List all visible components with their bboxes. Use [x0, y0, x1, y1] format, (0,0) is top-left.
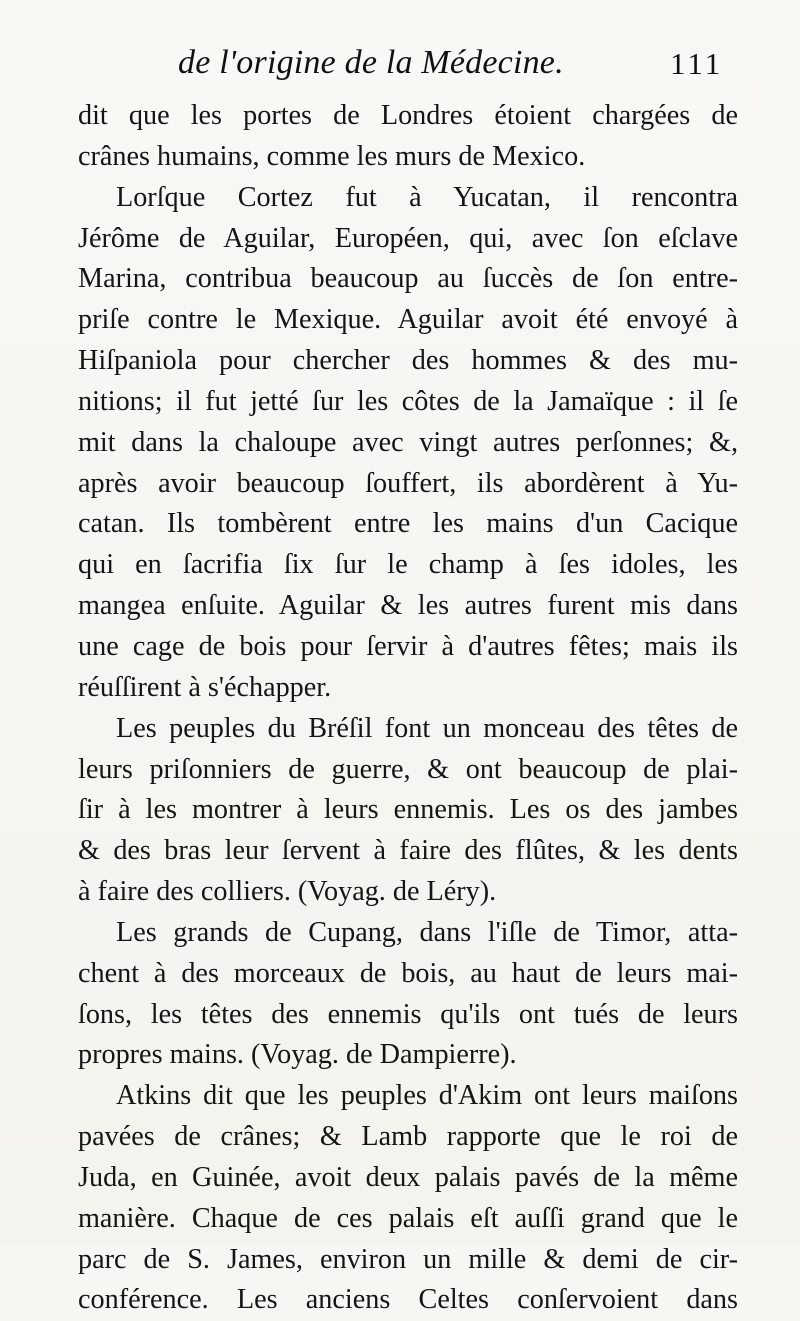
text-line: leurs priſonniers de guerre, & ont beaucoup de plai- [78, 753, 738, 785]
text-line: Les grands de Cupang, dans l'iſle de Timor, atta- [116, 916, 738, 948]
text-line: mit dans la chaloupe avec vingt autres perſonnes; &, [78, 426, 738, 458]
text-line: pavées de crânes; & Lamb rapporte que le roi de [78, 1121, 738, 1153]
text-line: manière. Chaque de ces palais eſt auſſi grand que le [78, 1202, 738, 1234]
text-line: chent à des morceaux de bois, au haut de leurs mai- [78, 957, 738, 989]
text-line: Marina, contribua beaucoup au ſuccès de ſon entre- [78, 263, 738, 295]
running-title: de l'origine de la Médecine. [178, 44, 564, 81]
text-line: nitions; il fut jetté ſur les côtes de la Jamaïque : il ſe [78, 385, 738, 417]
text-line: Hiſpaniola pour chercher des hommes & des mu- [78, 345, 738, 377]
text-line: Jérôme de Aguilar, Européen, qui, avec ſon eſclave [78, 222, 738, 254]
text-line: priſe contre le Mexique. Aguilar avoit été envoyé à [78, 304, 738, 336]
text-line: crânes humains, comme les murs de Mexico. [78, 140, 586, 172]
text-line: ſir à les montrer à leurs ennemis. Les os des jambes [78, 794, 738, 826]
text-line: à faire des colliers. (Voyag. de Léry). [78, 876, 497, 908]
text-line: propres mains. (Voyag. de Dampierre). [78, 1039, 517, 1071]
text-line: Atkins dit que les peuples d'Akim ont leurs maiſons [116, 1080, 738, 1112]
page-number: 111 [670, 46, 724, 81]
text-line: catan. Ils tombèrent entre les mains d'un Cacique [78, 508, 738, 540]
text-line: Juda, en Guinée, avoit deux palais pavés de la même [78, 1161, 738, 1193]
text-line: réuſſirent à s'échapper. [78, 671, 332, 703]
text-line: mangea enſuite. Aguilar & les autres furent mis dans [78, 590, 738, 622]
text-line: parc de S. James, environ un mille & demi de cir- [78, 1243, 738, 1275]
page-header [178, 44, 738, 94]
text-line: dit que les portes de Londres étoient chargées de [78, 100, 738, 131]
text-line: après avoir beaucoup ſouffert, ils abordèrent à Yu- [78, 467, 738, 499]
text-line: & des bras leur ſervent à faire des flûtes, & les dents [78, 835, 738, 867]
body-text [78, 96, 738, 1321]
text-line: Les peuples du Bréſil font un monceau des têtes de [116, 712, 738, 744]
text-line: qui en ſacrifia ſix ſur le champ à ſes idoles, les [78, 549, 738, 581]
text-line: conférence. Les anciens Celtes conſervoient dans [78, 1284, 738, 1316]
text-line: ſons, les têtes des ennemis qu'ils ont tués de leurs [78, 998, 738, 1030]
text-line: Lorſque Cortez fut à Yucatan, il rencontra [116, 181, 738, 213]
text-line: une cage de bois pour ſervir à d'autres fêtes; mais ils [78, 630, 738, 662]
